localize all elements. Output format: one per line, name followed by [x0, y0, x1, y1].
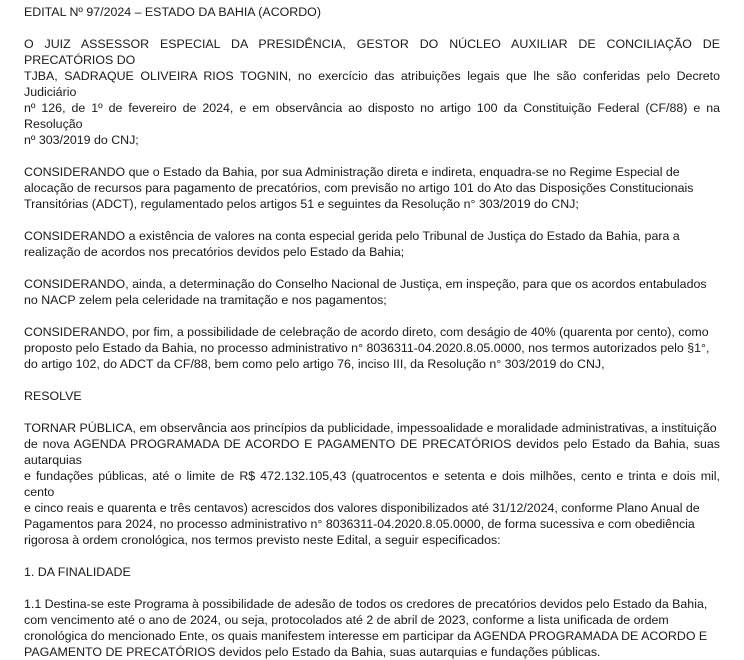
text-line: de nova AGENDA PROGRAMADA DE ACORDO E PAGAMENTO DE PRECATÓRIOS devidos pelo Estado da Bahia, suas autarquias: [24, 437, 720, 467]
preamble-paragraph: [24, 36, 720, 148]
paragraph-gap: [24, 580, 720, 596]
text-line: nº 303/2019 do CNJ;: [24, 133, 139, 147]
text-line: CONSIDERANDO, por fim, a possibilidade de celebração de acordo direto, com deságio de 40% (quarenta por cento), como: [24, 325, 709, 339]
tornar-publica-paragraph: [24, 420, 720, 548]
text-line: e fundações públicas, até o limite de R$ 472.132.105,43 (quatrocentos e setenta e dois milhões, cento e trinta e dois mil, cento: [24, 469, 720, 499]
text-line: realização de acordos nos precatórios devidos pelo Estado da Bahia;: [24, 245, 405, 259]
resolve-heading: [24, 388, 720, 404]
text-line: PAGAMENTO DE PRECATÓRIOS devidos pelo Estado da Bahia, suas autarquias e fundações públicas.: [24, 645, 601, 659]
text-line: Transitórias (ADCT), regulamentado pelos artigos 51 e seguintes da Resolução n° 303/2019 do CNJ;: [24, 197, 579, 211]
text-line: proposto pelo Estado da Bahia, no processo administrativo n° 8036311-04.2020.8.05.0000, nos termos autorizados pelo §1°,: [24, 341, 710, 355]
clause-1-1-paragraph: [24, 596, 720, 660]
text-line: 1. DA FINALIDADE: [24, 565, 131, 579]
text-line: CONSIDERANDO que o Estado da Bahia, por sua Administração direta e indireta, enquadra-se no Regime Especial de: [24, 165, 680, 179]
text-line: RESOLVE: [24, 389, 82, 403]
considerando-paragraph-4: [24, 324, 720, 372]
considerando-paragraph-3: [24, 276, 720, 308]
text-line: 1.1 Destina-se este Programa à possibilidade de adesão de todos os credores de precatórios devidos pelo Estado da Bahia,: [24, 597, 708, 611]
text-line: O JUIZ ASSESSOR ESPECIAL DA PRESIDÊNCIA, GESTOR DO NÚCLEO AUXILIAR DE CONCILIAÇÃO DE PRECATÓRIOS DO: [24, 37, 720, 67]
text-line: CONSIDERANDO, ainda, a determinação do Conselho Nacional de Justiça, em inspeção, para que os acordos entabulados: [24, 277, 707, 291]
paragraph-gap: [24, 404, 720, 420]
text-line: TJBA, SADRAQUE OLIVEIRA RIOS TOGNIN, no exercício das atribuições legais que lhe são conferidas pelo Decreto Judiciário: [24, 69, 720, 99]
text-line: no NACP zelem pela celeridade na tramitação e nos pagamentos;: [24, 293, 387, 307]
edital-title: EDITAL Nº 97/2024 – ESTADO DA BAHIA (ACORDO): [24, 5, 321, 19]
text-line: com vencimento até o ano de 2024, ou seja, protocolados até 2 de abril de 2023, conforme a lista unificada de ordem: [24, 613, 669, 627]
text-line: nº 126, de 1º de fevereiro de 2024, e em observância ao disposto no artigo 100 da Constituição Federal (CF/88) e na Resolução: [24, 101, 720, 131]
paragraph-gap: [24, 212, 720, 228]
section-heading-finalidade: [24, 564, 720, 580]
text-line: CONSIDERANDO a existência de valores na conta especial gerida pelo Tribunal de Justiça do Estado da Bahia, para a: [24, 229, 680, 243]
paragraph-gap: [24, 548, 720, 564]
text-line: alocação de recursos para pagamento de precatórios, com previsão no artigo 101 do Ato das Disposições Constitucionais: [24, 181, 694, 195]
document-body: [24, 36, 720, 660]
text-line: do artigo 102, do ADCT da CF/88, bem como pelo artigo 76, inciso III, da Resolução n° 303/2019 do CNJ,: [24, 357, 605, 371]
text-line: TORNAR PÚBLICA, em observância aos princípios da publicidade, impessoalidade e moralidade administrativas, a instituição: [24, 421, 717, 435]
paragraph-gap: [24, 372, 720, 388]
text-line: Pagamentos para 2024, no processo administrativo n° 8036311-04.2020.8.05.0000, de forma sucessiva e com obediência: [24, 517, 695, 531]
paragraph-gap: [24, 308, 720, 324]
text-line: rigorosa à ordem cronológica, nos termos previsto neste Edital, a seguir especificados:: [24, 533, 501, 547]
text-line: cronológica do mencionado Ente, os quais manifestem interesse em participar da AGENDA PROGRAMADA DE ACORDO E: [24, 629, 708, 643]
text-line: e cinco reais e quarenta e três centavos) acrescidos dos valores disponibilizados até 31/12/2024, conforme Plano Anual de: [24, 501, 700, 515]
paragraph-gap: [24, 148, 720, 164]
paragraph-gap: [24, 20, 720, 36]
considerando-paragraph-2: [24, 228, 720, 260]
paragraph-gap: [24, 260, 720, 276]
considerando-paragraph-1: [24, 164, 720, 212]
